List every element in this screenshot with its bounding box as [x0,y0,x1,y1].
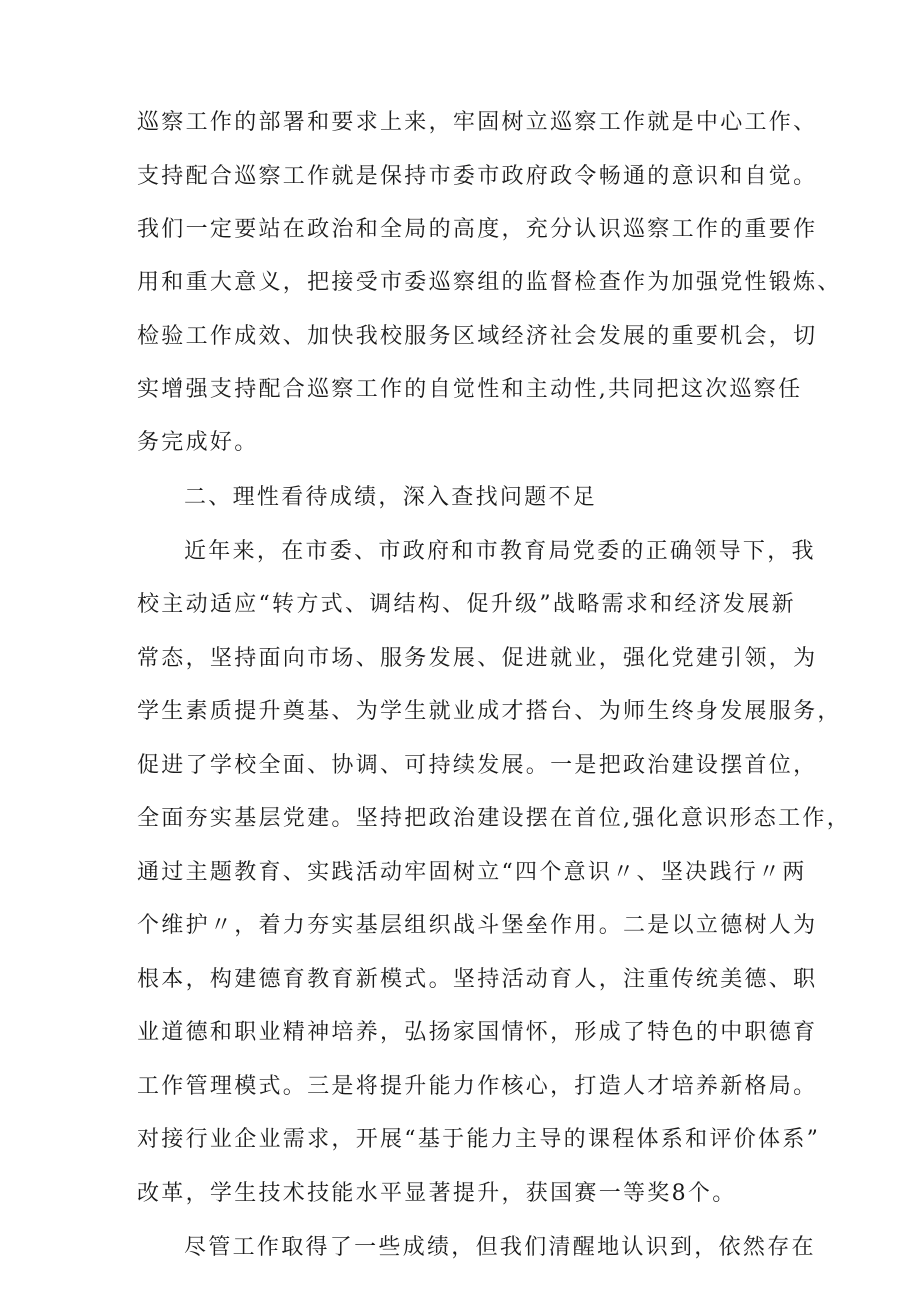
text-line: 全面夯实基层党建。坚持把政治建设摆在首位,强化意识形态工作， [137,806,851,831]
paragraph-start: 近年来，在市委、市政府和市教育局党委的正确领导下，我 [184,539,816,564]
section-heading: 二、理性看待成绩，深入查找问题不足 [184,485,598,510]
text-line: 业道德和职业精神培养，弘扬家国情怀，形成了特色的中职德育 [137,1020,818,1045]
text-line: 用和重大意义，把接受市委巡察组的监督检查作为加强党性锻炼、 [137,270,842,295]
text-line: 我们一定要站在政治和全局的高度，充分认识巡察工作的重要作 [137,217,818,242]
text-line: 根本，构建德育教育新模式。坚持活动育人，注重传统美德、职 [137,967,818,992]
text-line: 校主动适应“转方式、调结构、促升级”战略需求和经济发展新 [137,592,796,617]
text-line: 巡察工作的部署和要求上来，牢固树立巡察工作就是中心工作、 [137,110,818,135]
text-line: 支持配合巡察工作就是保持市委市政府政令畅通的意识和自觉。 [137,164,818,189]
text-line: 改革，学生技术技能水平显著提升，获国赛一等奖8个。 [137,1181,737,1206]
text-line: 常态，坚持面向市场、服务发展、促进就业，强化党建引领，为 [137,646,818,671]
text-line: 检验工作成效、加快我校服务区域经济社会发展的重要机会，切 [137,324,818,349]
text-line: 实增强支持配合巡察工作的自觉性和主动性,共同把这次巡察任 [137,377,803,402]
paragraph-start: 尽管工作取得了一些成绩，但我们清醒地认识到，依然存在 [184,1235,816,1260]
text-line: 务完成好。 [137,430,259,455]
text-line: 通过主题教育、实践活动牢固树立“四个意识〃、坚决践行〃两 [137,860,807,885]
text-line: 促进了学校全面、协调、可持续发展。一是把政治建设摆首位， [137,753,818,778]
text-line: 个维护〃，着力夯实基层组织战斗堡垒作用。二是以立德树人为 [137,913,818,938]
text-line: 对接行业企业需求，开展“基于能力主导的课程体系和评价体系” [137,1127,821,1152]
text-line: 学生素质提升奠基、为学生就业成才搭台、为师生终身发展服务， [137,699,842,724]
text-line: 工作管理模式。三是将提升能力作核心，打造人才培养新格局。 [137,1074,818,1099]
